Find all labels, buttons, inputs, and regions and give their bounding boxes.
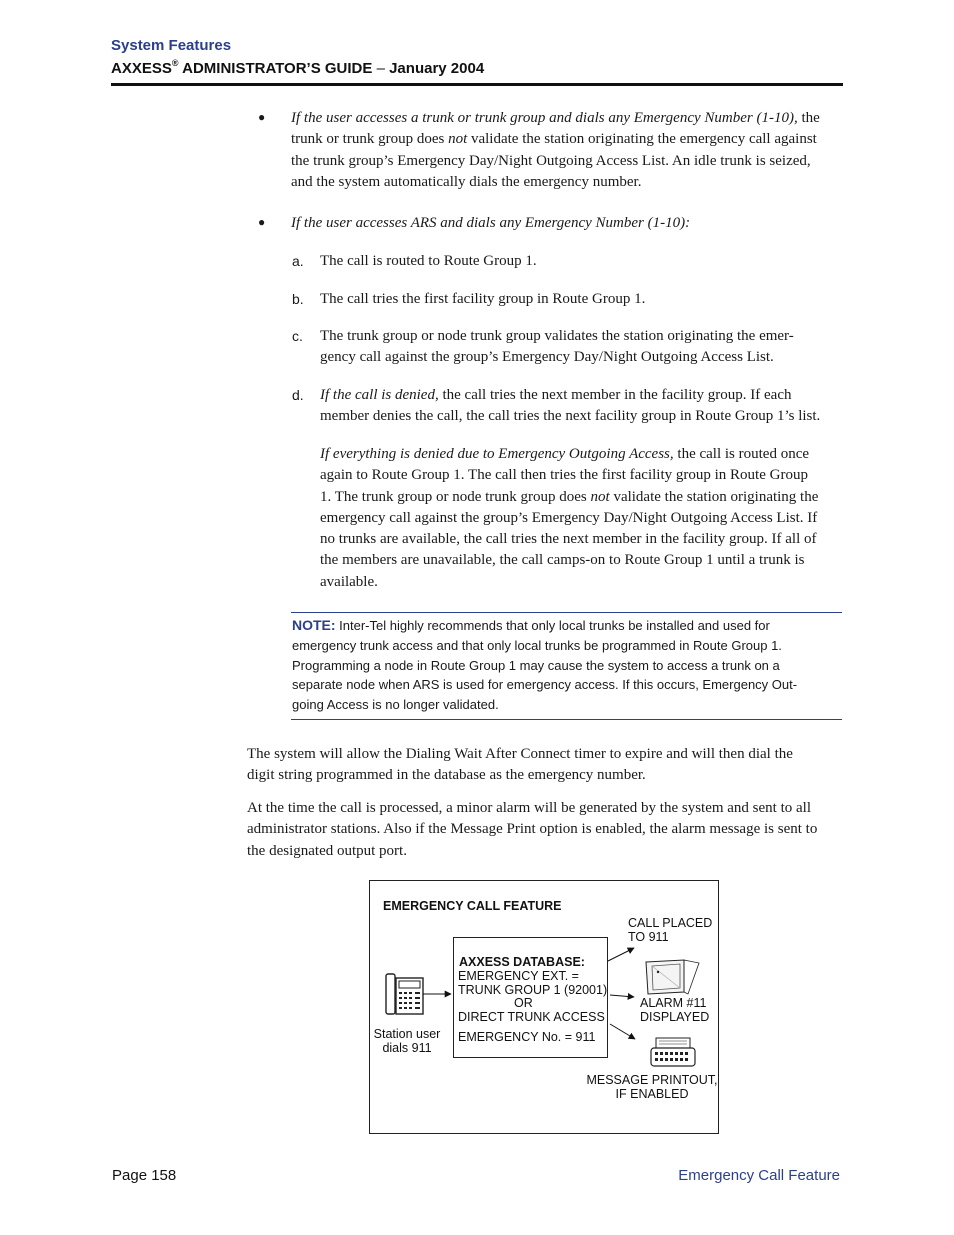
- step-d-followup-paragraph: [320, 444, 842, 593]
- text-line: Programming a node in Route Group 1 may cause the system to access a trunk on a: [292, 657, 780, 673]
- brand-name: AXXESS: [111, 60, 172, 77]
- emphasis-not: not: [448, 131, 468, 148]
- display-terminal-icon: [644, 958, 702, 998]
- text-line: EMERGENCY EXT. =: [458, 969, 579, 983]
- printer-icon: [648, 1036, 698, 1070]
- step-letter-a: a.: [292, 253, 304, 269]
- text-line: available.: [320, 573, 378, 590]
- text-line: the designated output port.: [247, 842, 407, 859]
- footer-section-title: Emergency Call Feature: [678, 1167, 840, 1184]
- bullet-dot: ●: [258, 215, 266, 229]
- guide-date: January 2004: [389, 60, 485, 77]
- text-line: Station user: [373, 1027, 441, 1041]
- text-line: no trunks are available, the call tries the next member in the facility group. If all of: [320, 531, 817, 548]
- text-line: member denies the call, the call tries the next facility group in Route Group 1’s list.: [320, 408, 821, 425]
- arrow-to-printout: [610, 1024, 635, 1039]
- text-line: administrator stations. Also if the Message Print option is enabled, the alarm message is sent to: [247, 821, 818, 838]
- call-placed-label: [628, 917, 712, 944]
- text-line: 1. The trunk group or node trunk group does: [320, 488, 591, 505]
- alarm-label: [640, 997, 709, 1024]
- note-box: [292, 616, 842, 715]
- text-line: trunk or trunk group does: [291, 131, 449, 148]
- text-line: again to Route Group 1. The call then tries the first facility group in Route Group: [320, 467, 808, 484]
- section-label: System Features: [111, 37, 232, 54]
- text-line: digit string programmed in the database as the emergency number.: [247, 767, 646, 784]
- text-line: The trunk group or node trunk group validates the station originating the emer-: [320, 328, 794, 344]
- printout-label: [586, 1074, 718, 1101]
- telephone-icon: [385, 972, 425, 1016]
- bullet-paragraph-ars: [291, 213, 842, 234]
- header-rule: [111, 83, 843, 86]
- bullet-dot: ●: [258, 110, 266, 124]
- flow-arrows: [420, 940, 640, 1045]
- step-letter-b: b.: [292, 291, 304, 307]
- note-bottom-rule: [291, 719, 842, 720]
- step-b-text: The call tries the first facility group in Route Group 1.: [320, 291, 646, 307]
- text-line: the members are unavailable, the call camps-on to Route Group 1 until a trunk is: [320, 552, 805, 569]
- text-line: At the time the call is processed, a minor alarm will be generated by the system and sent to all: [247, 800, 812, 816]
- text-line: validate the station originating the emergency call against: [467, 131, 817, 148]
- text-line: and the system automatically dials the emergency number.: [291, 173, 642, 190]
- step-d-followup-lead: If everything is denied due to Emergency Outgoing Access,: [320, 446, 674, 462]
- registered-mark: ®: [171, 58, 179, 68]
- note-label: NOTE:: [292, 617, 336, 633]
- step-d-text: [320, 385, 842, 428]
- guide-name: ADMINISTRATOR’S GUIDE: [178, 60, 373, 77]
- text-line: MESSAGE PRINTOUT,: [586, 1073, 718, 1087]
- step-d-lead: If the call is denied,: [320, 387, 439, 403]
- page-number: Page 158: [112, 1167, 177, 1184]
- arrow-to-call-placed: [608, 948, 634, 961]
- step-letter-d: d.: [292, 387, 304, 403]
- text-line: DISPLAYED: [640, 1009, 710, 1024]
- text-line: the call tries the next member in the facility group. If each: [438, 387, 792, 403]
- bullet-lead-trunk: If the user accesses a trunk or trunk group and dials any Emergency Number (1-10),: [291, 110, 798, 126]
- note-top-rule: [291, 612, 842, 613]
- diagram-title: EMERGENCY CALL FEATURE: [383, 899, 562, 913]
- body-paragraph-timer: [247, 744, 842, 787]
- text-line: IF ENABLED: [615, 1086, 689, 1101]
- text-line: The system will allow the Dialing Wait After Connect timer to expire and will then dial the: [247, 746, 793, 762]
- text-line: emergency trunk access and that only local trunks be programmed in Route Group 1.: [292, 637, 782, 653]
- text-line: emergency call against the group’s Emergency Day/Night Outgoing Access List. If: [320, 509, 818, 526]
- text-line: validate the station originating the: [609, 488, 819, 505]
- text-line: ALARM #11: [640, 996, 707, 1010]
- text-line: TO 911: [628, 929, 669, 944]
- database-emergency-number: EMERGENCY No. = 911: [458, 1030, 596, 1044]
- text-line: TRUNK GROUP 1 (92001): [458, 982, 608, 997]
- title-dash: –: [372, 60, 390, 77]
- step-letter-c: c.: [292, 328, 303, 344]
- text-line: Inter-Tel highly recommends that only local trunks be installed and used for: [335, 618, 770, 633]
- bullet-paragraph-trunk: [291, 108, 842, 193]
- step-c-text: [320, 326, 842, 369]
- text-line: CALL PLACED: [628, 916, 713, 930]
- text-line: OR: [514, 996, 533, 1010]
- guide-title: [111, 60, 484, 77]
- text-line: separate node when ARS is used for emergency access. If this occurs, Emergency Out-: [292, 677, 798, 693]
- bullet-lead-ars: If the user accesses ARS and dials any Emergency Number (1-10):: [291, 215, 691, 231]
- emphasis-not: not: [590, 488, 610, 505]
- text-line: DIRECT TRUNK ACCESS: [458, 1009, 605, 1024]
- database-title: AXXESS DATABASE:: [459, 955, 585, 969]
- text-line: the trunk group’s Emergency Day/Night Outgoing Access List. An idle trunk is seized,: [291, 152, 811, 169]
- text-line: the call is routed once: [673, 446, 810, 462]
- arrow-to-alarm: [610, 995, 634, 997]
- text-line: going Access is no longer validated.: [292, 697, 499, 713]
- step-a-text: The call is routed to Route Group 1.: [320, 253, 537, 269]
- text-line: gency call against the group’s Emergency Day/Night Outgoing Access List.: [320, 349, 774, 366]
- text-line: dials 911: [382, 1040, 432, 1055]
- body-paragraph-alarm: [247, 798, 842, 862]
- text-line: the: [797, 110, 820, 126]
